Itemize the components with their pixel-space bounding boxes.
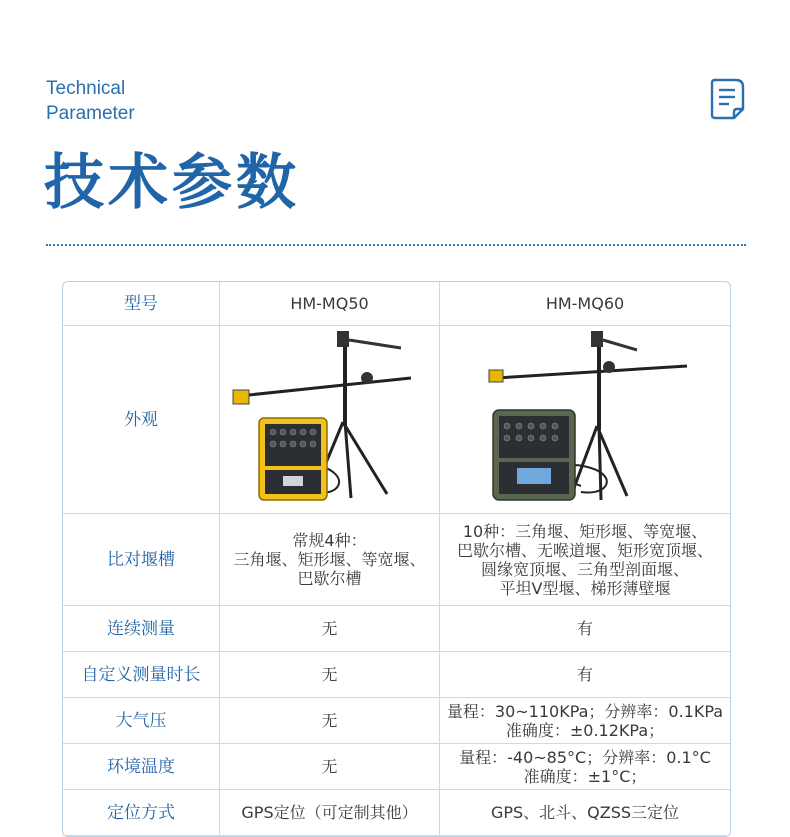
text-line: 量程：30~110KPa；分辨率：0.1KPa xyxy=(446,701,724,721)
document-icon xyxy=(710,78,746,120)
cell-mq50: 无 xyxy=(220,698,440,744)
row-label: 自定义测量时长 xyxy=(63,652,220,698)
cell-mq60: HM-MQ60 xyxy=(440,282,730,326)
text-line: 巴歇尔槽、无喉道堰、矩形宽顶堰、 xyxy=(456,540,713,560)
table-row-weirs xyxy=(63,514,730,606)
header-english-line1: Technical xyxy=(46,78,126,99)
page-title: 技术参数 xyxy=(44,148,300,218)
text-line: 平坦V型堰、梯形薄壁堰 xyxy=(499,578,671,598)
device-image-green xyxy=(441,326,729,508)
header-english xyxy=(46,76,135,126)
row-label: 比对堰槽 xyxy=(63,514,220,606)
table-row-positioning xyxy=(63,790,730,836)
cell-mq50: HM-MQ50 xyxy=(220,282,440,326)
cell-mq60-pressure xyxy=(440,698,730,744)
cell-mq60: GPS、北斗、QZSS三定位 xyxy=(440,790,730,836)
text-line: 常规4种： xyxy=(292,531,367,550)
row-label: 外观 xyxy=(63,326,220,514)
row-label: 型号 xyxy=(63,282,220,326)
cell-mq50-image xyxy=(220,326,440,514)
table-row-temperature xyxy=(63,744,730,790)
cell-mq50: 无 xyxy=(220,606,440,652)
device-image-yellow xyxy=(221,326,439,508)
row-label: 环境温度 xyxy=(63,744,220,790)
table-row-model xyxy=(63,282,730,326)
cell-mq60-temperature xyxy=(440,744,730,790)
table-row-pressure xyxy=(63,698,730,744)
table-row-continuous xyxy=(63,606,730,652)
header-english-line2: Parameter xyxy=(46,103,135,124)
row-label: 大气压 xyxy=(63,698,220,744)
cell-mq60: 有 xyxy=(440,652,730,698)
text-line: 圆缘宽顶堰、三角型剖面堰、 xyxy=(480,559,689,579)
row-label: 定位方式 xyxy=(63,790,220,836)
cell-mq50: 无 xyxy=(220,744,440,790)
table-row-custom-duration xyxy=(63,652,730,698)
cell-mq50-weirs xyxy=(220,514,440,606)
cell-mq50: GPS定位（可定制其他） xyxy=(220,790,440,836)
spec-table xyxy=(62,281,731,837)
table-row-appearance xyxy=(63,326,730,514)
cell-mq60-weirs xyxy=(440,514,730,606)
text-line: 三角堰、矩形堰、等宽堰、 xyxy=(233,550,426,569)
divider xyxy=(46,244,746,246)
text-line: 10种：三角堰、矩形堰、等宽堰、 xyxy=(462,521,708,541)
text-line: 准确度：±1°C； xyxy=(523,766,647,786)
cell-mq60: 有 xyxy=(440,606,730,652)
cell-mq50: 无 xyxy=(220,652,440,698)
cell-mq60-image xyxy=(440,326,730,514)
text-line: 准确度：±0.12KPa； xyxy=(505,720,665,740)
text-line: 巴歇尔槽 xyxy=(297,569,362,588)
row-label: 连续测量 xyxy=(63,606,220,652)
text-line: 量程：-40~85°C；分辨率：0.1°C xyxy=(459,747,711,767)
